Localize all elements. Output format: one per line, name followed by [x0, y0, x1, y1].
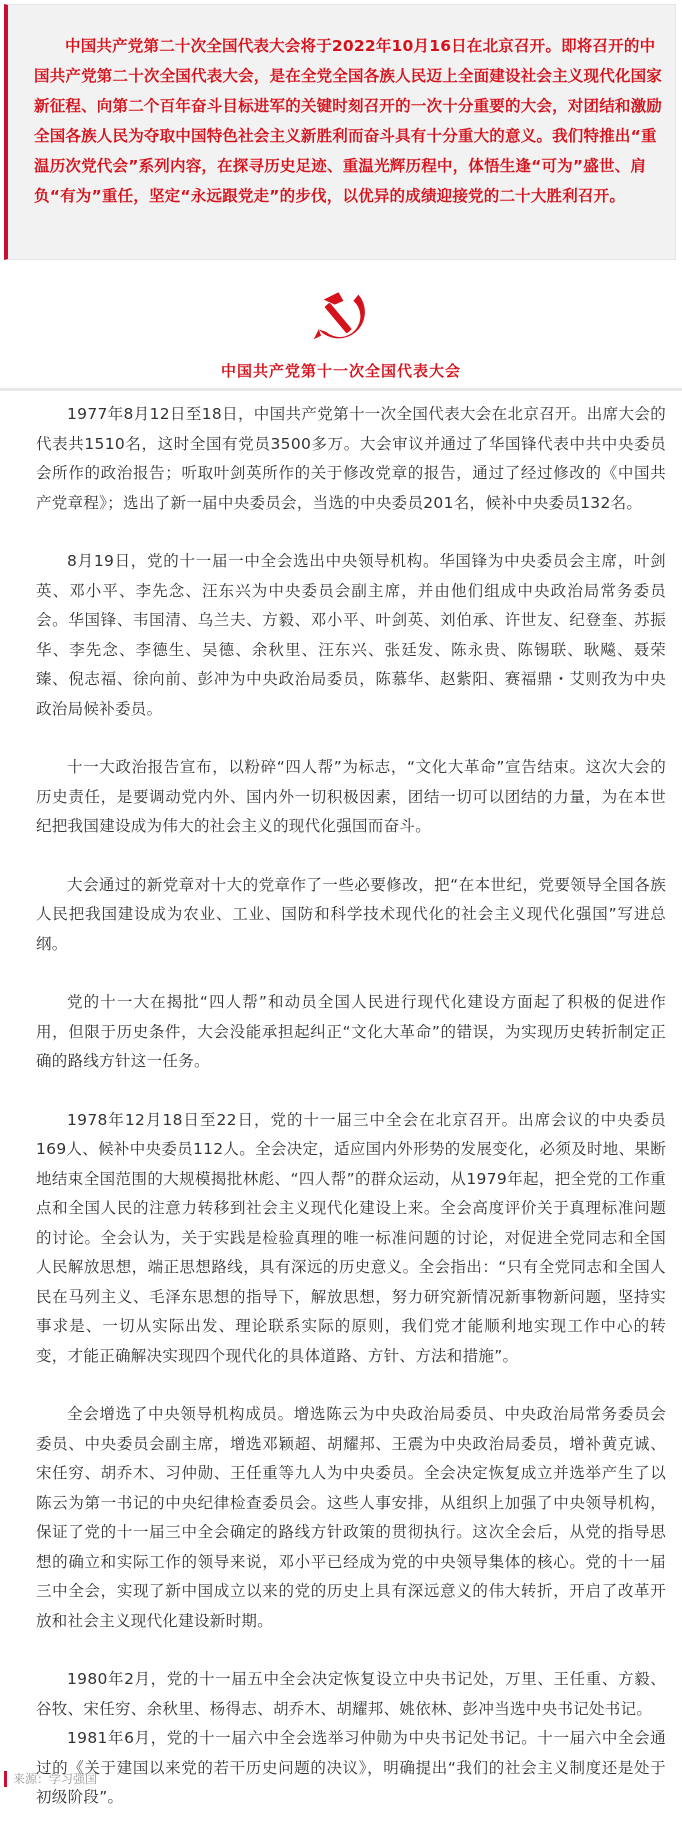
intro-text: 中国共产党第二十次全国代表大会将于2022年10月16日在北京召开。即将召开的中国共产党第二十次全国代表大会，是在全党全国各族人民迈上全面建设社会主义现代化国家新征程、向第二个百年奋斗目标进军的关键时刻召开的一次十分重要的大会，对团结和激励全国各族人民为夺取中国特色社会主义新胜利而奋斗具有十分重大的意义。我们特推出“重温历次党代会”系列内容，在探寻历史足迹、重温光辉历程中，体悟生逢“可为”盛世、肩负“有为”重任，坚定“永远跟党走”的步伐，以优异的成绩迎接党的二十大胜利召开。 — [34, 37, 663, 205]
paragraph: 十一大政治报告宣布，以粉碎“四人帮”为标志，“文化大革命”宣告结束。这次大会的历史责任，是要调动党内外、国内外一切积极因素，团结一切可以团结的力量，为在本世纪把我国建设成为伟大的社会主义的现代化强国而奋斗。 — [36, 758, 666, 835]
paragraph: 1977年8月12日至18日，中国共产党第十一次全国代表大会在北京召开。出席大会的代表共1510名，这时全国有党员3500多万。大会审议并通过了华国锋代表中共中央委员会所作的政治报告；听取叶剑英所作的关于修改党章的报告，通过了经过修改的《中国共产党章程》；选出了新一届中央委员会，当选的中央委员201名，候补中央委员132名。 — [36, 405, 666, 512]
paragraph: 大会通过的新党章对十大的党章作了一些必要修改，把“在本世纪，党要领导全国各族人民把我国建设成为农业、工业、国防和科学技术现代化的社会主义现代化强国”写进总纲。 — [36, 875, 666, 953]
paragraph: 1980年2月，党的十一届五中全会决定恢复设立中央书记处，万里、王任重、方毅、谷牧、宋任穷、余秋里、杨得志、胡乔木、胡耀邦、姚依林、彭冲当选中央书记处书记。 — [36, 1670, 666, 1718]
paragraph: 党的十一大在揭批“四人帮”和动员全国人民进行现代化建设方面起了积极的促进作用，但限于历史条件，大会没能承担起纠正“文化大革命”的错误，为实现历史转折制定正确的路线方针这一任务。 — [36, 993, 666, 1070]
paragraph: 8月19日，党的十一届一中全会选出中央领导机构。华国锋为中央委员会主席，叶剑英、邓小平、李先念、汪东兴为中央委员会副主席，并由他们组成中央政治局常务委员会。华国锋、韦国清、乌兰夫、方毅、邓小平、叶剑英、刘伯承、许世友、纪登奎、苏振华、李先念、李德生、吴德、余秋里、汪东兴、张廷发、陈永贵、陈锡联、耿飚、聂荣臻、倪志福、徐向前、彭冲为中央政治局委员，陈慕华、赵紫阳、赛福鼎・艾则孜为中央政治局候补委员。 — [36, 552, 666, 718]
section-title: 中国共产党第十一次全国代表大会 — [220, 362, 461, 380]
intro-box — [4, 4, 676, 260]
source-label: 来源：学习强国 — [4, 1771, 97, 1787]
paragraph: 1978年12月18日至22日，党的十一届三中全会在北京召开。出席会议的中央委员169人、候补中央委员112人。全会决定，适应国内外形势的发展变化，必须及时地、果断地结束全国范围的大规模揭批林彪、“四人帮”的群众运动，从1979年起，把全党的工作重点和全国人民的注意力转移到社会主义现代化建设上来。全会高度评价关于真理标准问题的讨论。全会认为，关于实践是检验真理的唯一标准问题的讨论，对促进全党同志和全国人民解放思想，端正思想路线，具有深远的历史意义。全会指出：“只有全党同志和全国人民在马列主义、毛泽东思想的指导下，解放思想，努力研究新情况新事物新问题，坚持实事求是、一切从实际出发、理论联系实际的原则，我们党才能顺利地实现工作中心的转变，才能正确解决实现四个现代化的具体道路、方针、方法和措施”。 — [36, 1110, 666, 1365]
hammer-sickle-icon — [310, 286, 372, 348]
article-body — [36, 400, 666, 1842]
paragraph: 全会增选了中央领导机构成员。增选陈云为中央政治局委员、中央政治局常务委员会委员、中央委员会副主席，增选邓颖超、胡耀邦、王震为中央政治局委员，增补黄克诚、宋任穷、胡乔木、习仲勋、王任重等九人为中央委员。全会决定恢复成立并选举产生了以陈云为第一书记的中央纪律检查委员会。这些人事安排，从组织上加强了中央领导机构，保证了党的十一届三中全会确定的路线方针政策的贯彻执行。这次全会后，从党的指导思想的确立和实际工作的领导来说，邓小平已经成为党的中央领导集体的核心。党的十一届三中全会，实现了新中国成立以来的党的历史上具有深远意义的伟大转折，开启了改革开放和社会主义现代化建设新时期。 — [36, 1405, 666, 1630]
title-divider — [0, 388, 682, 391]
paragraph: 1981年6月，党的十一届六中全会选举习仲勋为中央书记处书记。十一届六中全会通过的《关于建国以来党的若干历史问题的决议》，明确提出“我们的社会主义制度还是处于初级阶段”。 — [36, 1729, 666, 1806]
